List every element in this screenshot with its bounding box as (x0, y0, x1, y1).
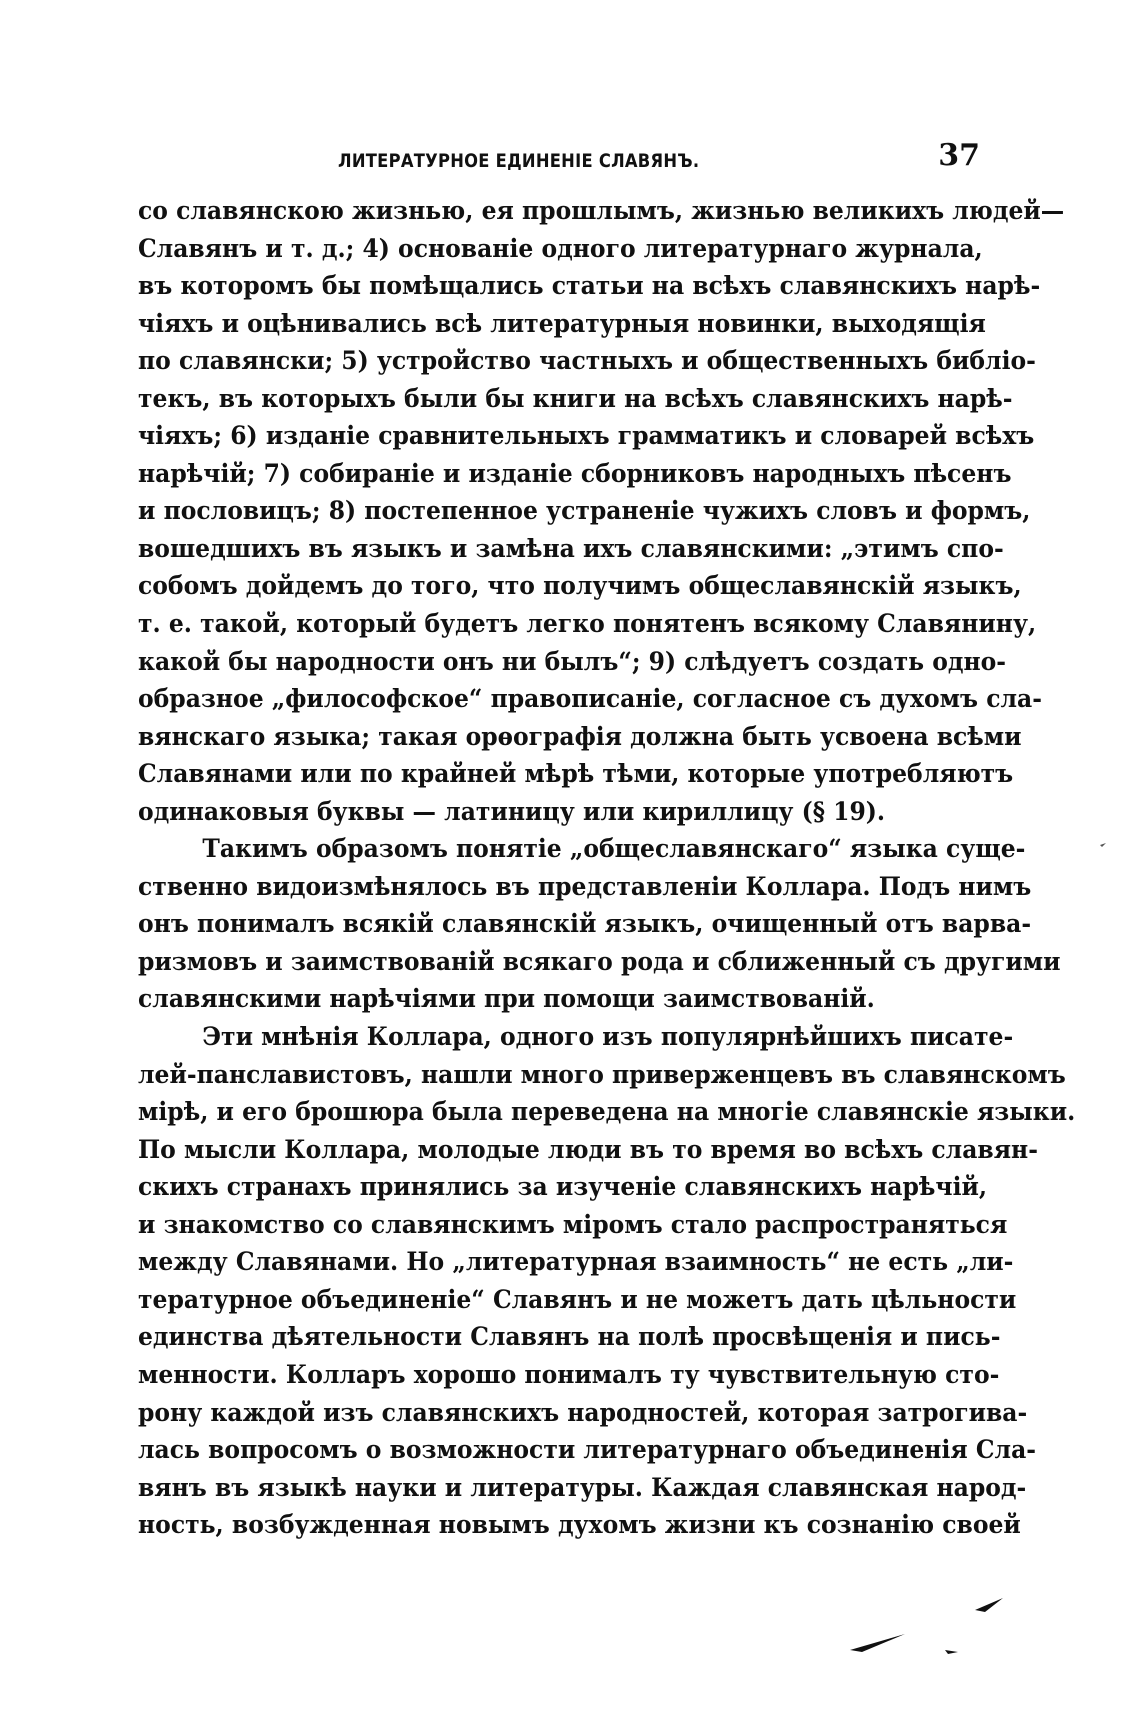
text-line: собомъ дойдемъ до того, что получимъ общеславянскій языкъ, (138, 571, 1022, 602)
text-line: рону каждой изъ славянскихъ народностей, которая затрогива- (138, 1397, 1028, 1428)
ink-smudge-mark (1100, 843, 1106, 847)
ink-smudge-mark (850, 1634, 905, 1652)
text-line: онъ понималъ всякій славянскій языкъ, очищенный отъ варва- (138, 909, 1032, 940)
page-header (138, 138, 980, 178)
paragraph-first-line: Эти мнѣнія Коллара, одного изъ популярнѣйшихъ писате- (202, 1022, 1014, 1053)
text-line: скихъ странахъ принялись за изученіе славянскихъ нарѣчій, (138, 1172, 988, 1203)
text-line: менности. Колларъ хорошо понималъ ту чувствительную сто- (138, 1359, 1000, 1390)
text-line: лась вопросомъ о возможности литературнаго объединенія Сла- (138, 1435, 1037, 1466)
body-text (138, 193, 1076, 1545)
text-line: славянскими нарѣчіями при помощи заимствованій. (138, 984, 875, 1015)
ink-smudge-mark (975, 1598, 1003, 1612)
running-title: ЛИТЕРАТУРНОЕ ЕДИНЕНІЕ СЛАВЯНЪ. (338, 150, 700, 172)
text-line: ность, возбужденная новымъ духомъ жизни къ сознанію своей (138, 1510, 1021, 1541)
text-line: чіяхъ и оцѣнивались всѣ литературныя новинки, выходящія (138, 308, 986, 339)
text-line: и пословицъ; 8) постепенное устраненіе чужихъ словъ и формъ, (138, 496, 1031, 527)
text-line: въ которомъ бы помѣщались статьи на всѣхъ славянскихъ нарѣ- (138, 271, 1041, 302)
paragraph-first-line: Такимъ образомъ понятіе „общеславянскаго“ языка суще- (202, 834, 1026, 865)
page-number: 37 (938, 138, 980, 173)
text-line: По мысли Коллара, молодые люди въ то время во всѣхъ славян- (138, 1134, 1038, 1165)
text-line: и знакомство со славянскимъ міромъ стало распространяться (138, 1209, 1008, 1240)
text-line: лей-панславистовъ, нашли много приверженцевъ въ славянскомъ (138, 1059, 1066, 1090)
text-line: вянъ въ языкѣ науки и литературы. Каждая славянская народ- (138, 1472, 1027, 1503)
ink-smudge-mark (945, 1650, 958, 1654)
text-line: одинаковыя буквы — латиницу или кириллицу (§ 19). (138, 796, 886, 827)
text-line: вошедшихъ въ языкъ и замѣна ихъ славянскими: „этимъ спо- (138, 533, 1004, 564)
text-line: мірѣ, и его брошюра была переведена на многіе славянскіе языки. (138, 1097, 1076, 1128)
text-line: тературное объединеніе“ Славянъ и не можетъ дать цѣльности (138, 1284, 1017, 1315)
text-line: нарѣчій; 7) собираніе и изданіе сборниковъ народныхъ пѣсенъ (138, 458, 1012, 489)
text-line: ственно видоизмѣнялось въ представленіи Коллара. Подъ нимъ (138, 871, 1032, 902)
text-line: т. е. такой, который будетъ легко понятенъ всякому Славянину, (138, 609, 1037, 640)
text-line: какой бы народности онъ ни былъ“; 9) слѣдуетъ создать одно- (138, 646, 1007, 677)
text-line: Славянами или по крайней мѣрѣ тѣми, которые употребляютъ (138, 759, 1014, 790)
text-line: вянскаго языка; такая орѳографія должна быть усвоена всѣми (138, 721, 1022, 752)
text-line: между Славянами. Но „литературная взаимность“ не есть „ли- (138, 1247, 1014, 1278)
text-line: образное „философское“ правописаніе, согласное съ духомъ сла- (138, 684, 1043, 715)
text-line: текъ, въ которыхъ были бы книги на всѣхъ славянскихъ нарѣ- (138, 383, 1013, 414)
text-line: по славянски; 5) устройство частныхъ и общественныхъ библіо- (138, 346, 1036, 377)
text-line: чіяхъ; 6) изданіе сравнительныхъ грамматикъ и словарей всѣхъ (138, 421, 1035, 452)
text-line: единства дѣятельности Славянъ на полѣ просвѣщенія и пись- (138, 1322, 1001, 1353)
text-line: Славянъ и т. д.; 4) основаніе одного литературнаго журнала, (138, 233, 983, 264)
text-line: ризмовъ и заимствованій всякаго рода и сближенный съ другими (138, 946, 1061, 977)
text-line: со славянскою жизнью, ея прошлымъ, жизнью великихъ людей— (138, 196, 1065, 226)
